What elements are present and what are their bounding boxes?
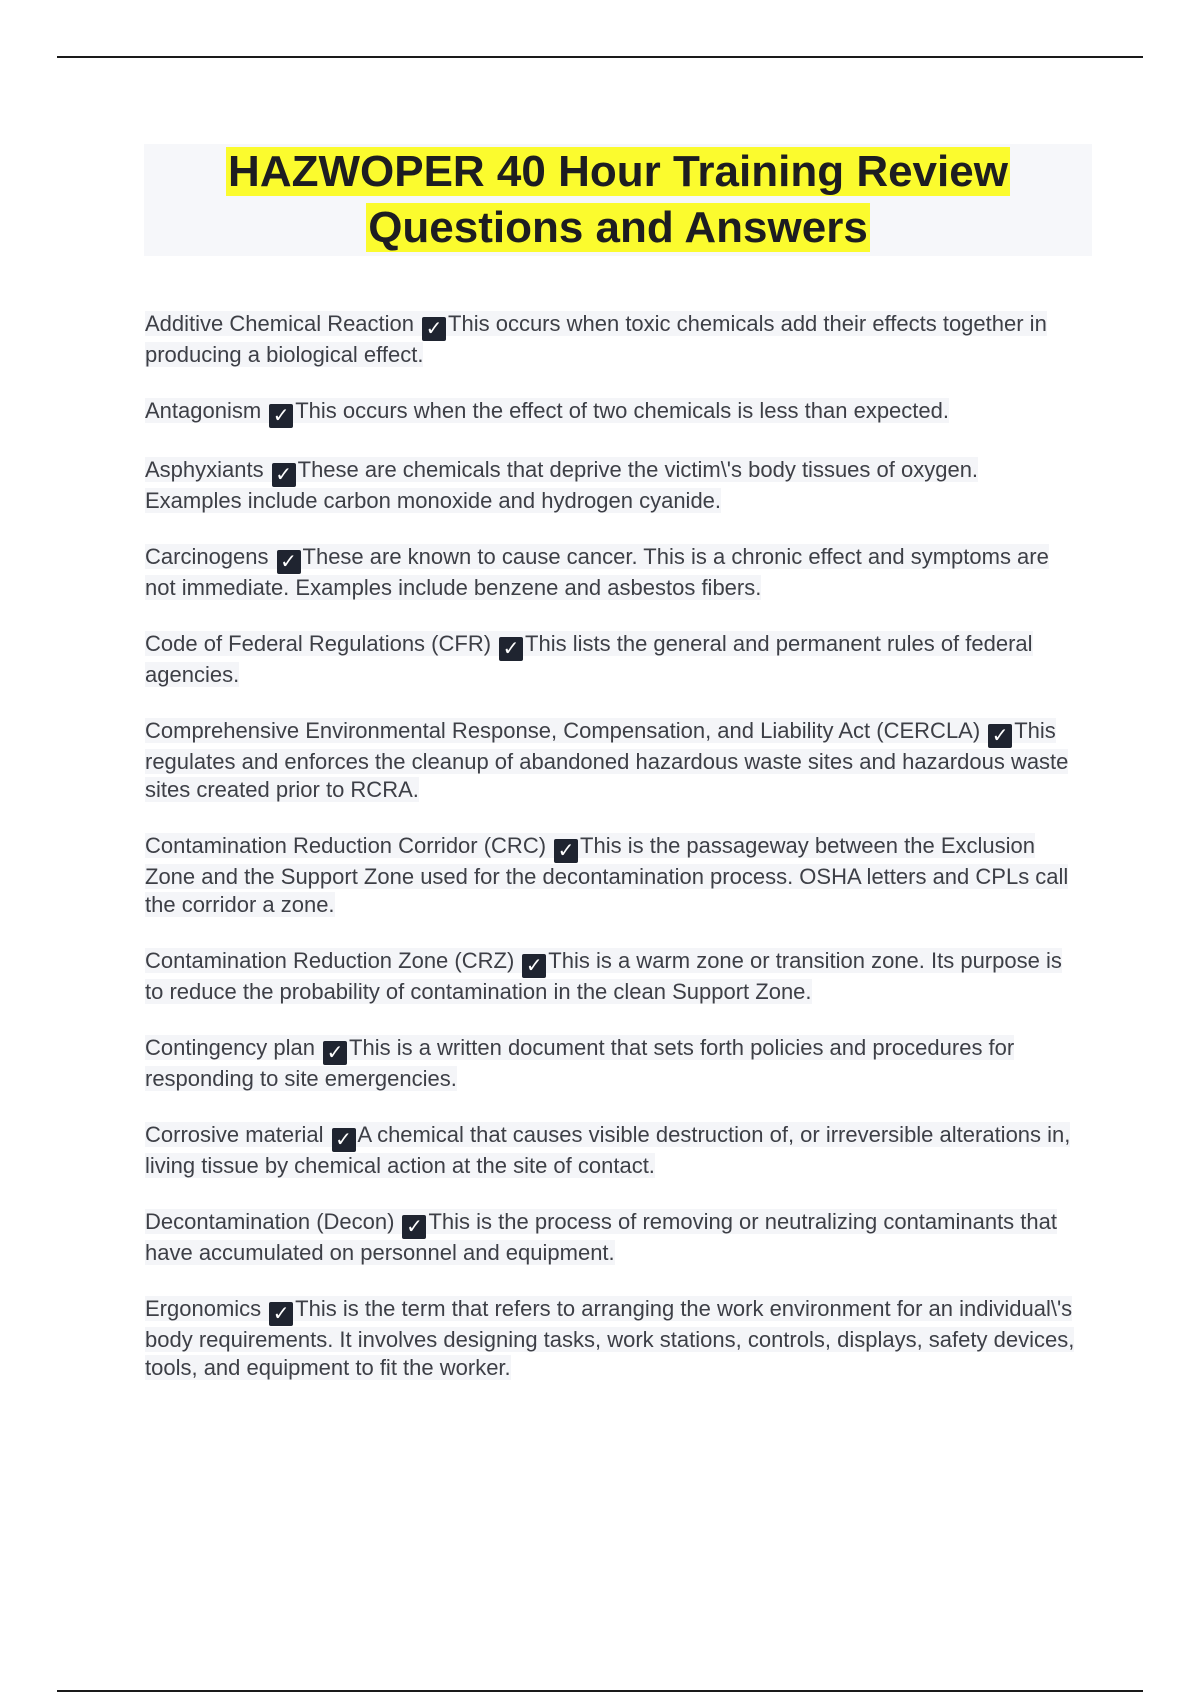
entry-term: Carcinogens <box>145 544 269 569</box>
title-line-2-text: Questions and Answers <box>368 203 868 252</box>
entry-term: Contingency plan <box>145 1035 316 1060</box>
checkmark-icon: ✓ <box>323 1041 347 1065</box>
entry-definition: This is the term that refers to arranging the work environment for an individual\'s body requirements. It involves designing tasks, work stations, controls, displays, safety devices, tools, and equipment to fit the worker. <box>145 1296 1075 1380</box>
entry-definition: This regulates and enforces the cleanup of abandoned hazardous waste sites and hazardous waste sites created prior to RCRA. <box>145 718 1069 802</box>
entry-definition: This is the passageway between the Exclusion Zone and the Support Zone used for the decontamination process. OSHA letters and CPLs call the corridor a zone. <box>145 833 1069 917</box>
entry-definition: This occurs when toxic chemicals add their effects together in producing a biological effect. <box>145 311 1047 367</box>
checkmark-icon: ✓ <box>269 404 293 428</box>
entry-definition: These are chemicals that deprive the victim\'s body tissues of oxygen. Examples include carbon monoxide and hydrogen cyanide. <box>145 457 979 513</box>
title-line-2 <box>144 200 1092 256</box>
entry-term: Corrosive material <box>145 1122 324 1147</box>
checkmark-icon: ✓ <box>422 317 446 341</box>
entry-term: Contamination Reduction Zone (CRZ) <box>145 948 515 973</box>
entry-term: Decontamination (Decon) <box>145 1209 395 1234</box>
glossary-entries <box>145 310 1075 1410</box>
entry-definition: These are known to cause cancer. This is a chronic effect and symptoms are not immediate. Examples include benzene and asbestos fibers. <box>145 544 1049 600</box>
glossary-entry <box>145 397 1075 428</box>
checkmark-icon: ✓ <box>988 724 1012 748</box>
checkmark-icon: ✓ <box>499 637 523 661</box>
glossary-entry <box>145 456 1075 515</box>
entry-term: Ergonomics <box>145 1296 262 1321</box>
entry-definition: This is the process of removing or neutralizing contaminants that have accumulated on personnel and equipment. <box>145 1209 1057 1265</box>
title-line-1 <box>144 144 1092 200</box>
entry-definition: This lists the general and permanent rules of federal agencies. <box>145 631 1033 687</box>
checkmark-icon: ✓ <box>554 839 578 863</box>
glossary-entry <box>145 630 1075 689</box>
entry-term: Asphyxiants <box>145 457 264 482</box>
entry-term: Code of Federal Regulations (CFR) <box>145 631 492 656</box>
top-rule <box>57 56 1143 58</box>
glossary-entry <box>145 1121 1075 1180</box>
glossary-entry <box>145 1295 1075 1382</box>
entry-term: Comprehensive Environmental Response, Compensation, and Liability Act (CERCLA) <box>145 718 981 743</box>
entry-definition: A chemical that causes visible destruction of, or irreversible alterations in, living tissue by chemical action at the site of contact. <box>145 1122 1071 1178</box>
title-line-1-text: HAZWOPER 40 Hour Training Review <box>228 147 1008 196</box>
checkmark-icon: ✓ <box>522 954 546 978</box>
glossary-entry <box>145 1208 1075 1267</box>
checkmark-icon: ✓ <box>269 1302 293 1326</box>
document-title <box>144 144 1092 256</box>
glossary-entry <box>145 1034 1075 1093</box>
entry-term: Additive Chemical Reaction <box>145 311 415 336</box>
entry-definition: This is a warm zone or transition zone. Its purpose is to reduce the probability of contamination in the clean Support Zone. <box>145 948 1062 1004</box>
glossary-entry <box>145 717 1075 804</box>
glossary-entry <box>145 947 1075 1006</box>
checkmark-icon: ✓ <box>402 1215 426 1239</box>
checkmark-icon: ✓ <box>272 463 296 487</box>
entry-definition: This occurs when the effect of two chemicals is less than expected. <box>295 398 949 423</box>
entry-term: Antagonism <box>145 398 262 423</box>
entry-term: Contamination Reduction Corridor (CRC) <box>145 833 547 858</box>
bottom-rule <box>57 1690 1143 1692</box>
entry-definition: This is a written document that sets forth policies and procedures for responding to site emergencies. <box>145 1035 1015 1091</box>
glossary-entry <box>145 543 1075 602</box>
glossary-entry <box>145 832 1075 919</box>
glossary-entry <box>145 310 1075 369</box>
checkmark-icon: ✓ <box>277 550 301 574</box>
checkmark-icon: ✓ <box>332 1128 356 1152</box>
